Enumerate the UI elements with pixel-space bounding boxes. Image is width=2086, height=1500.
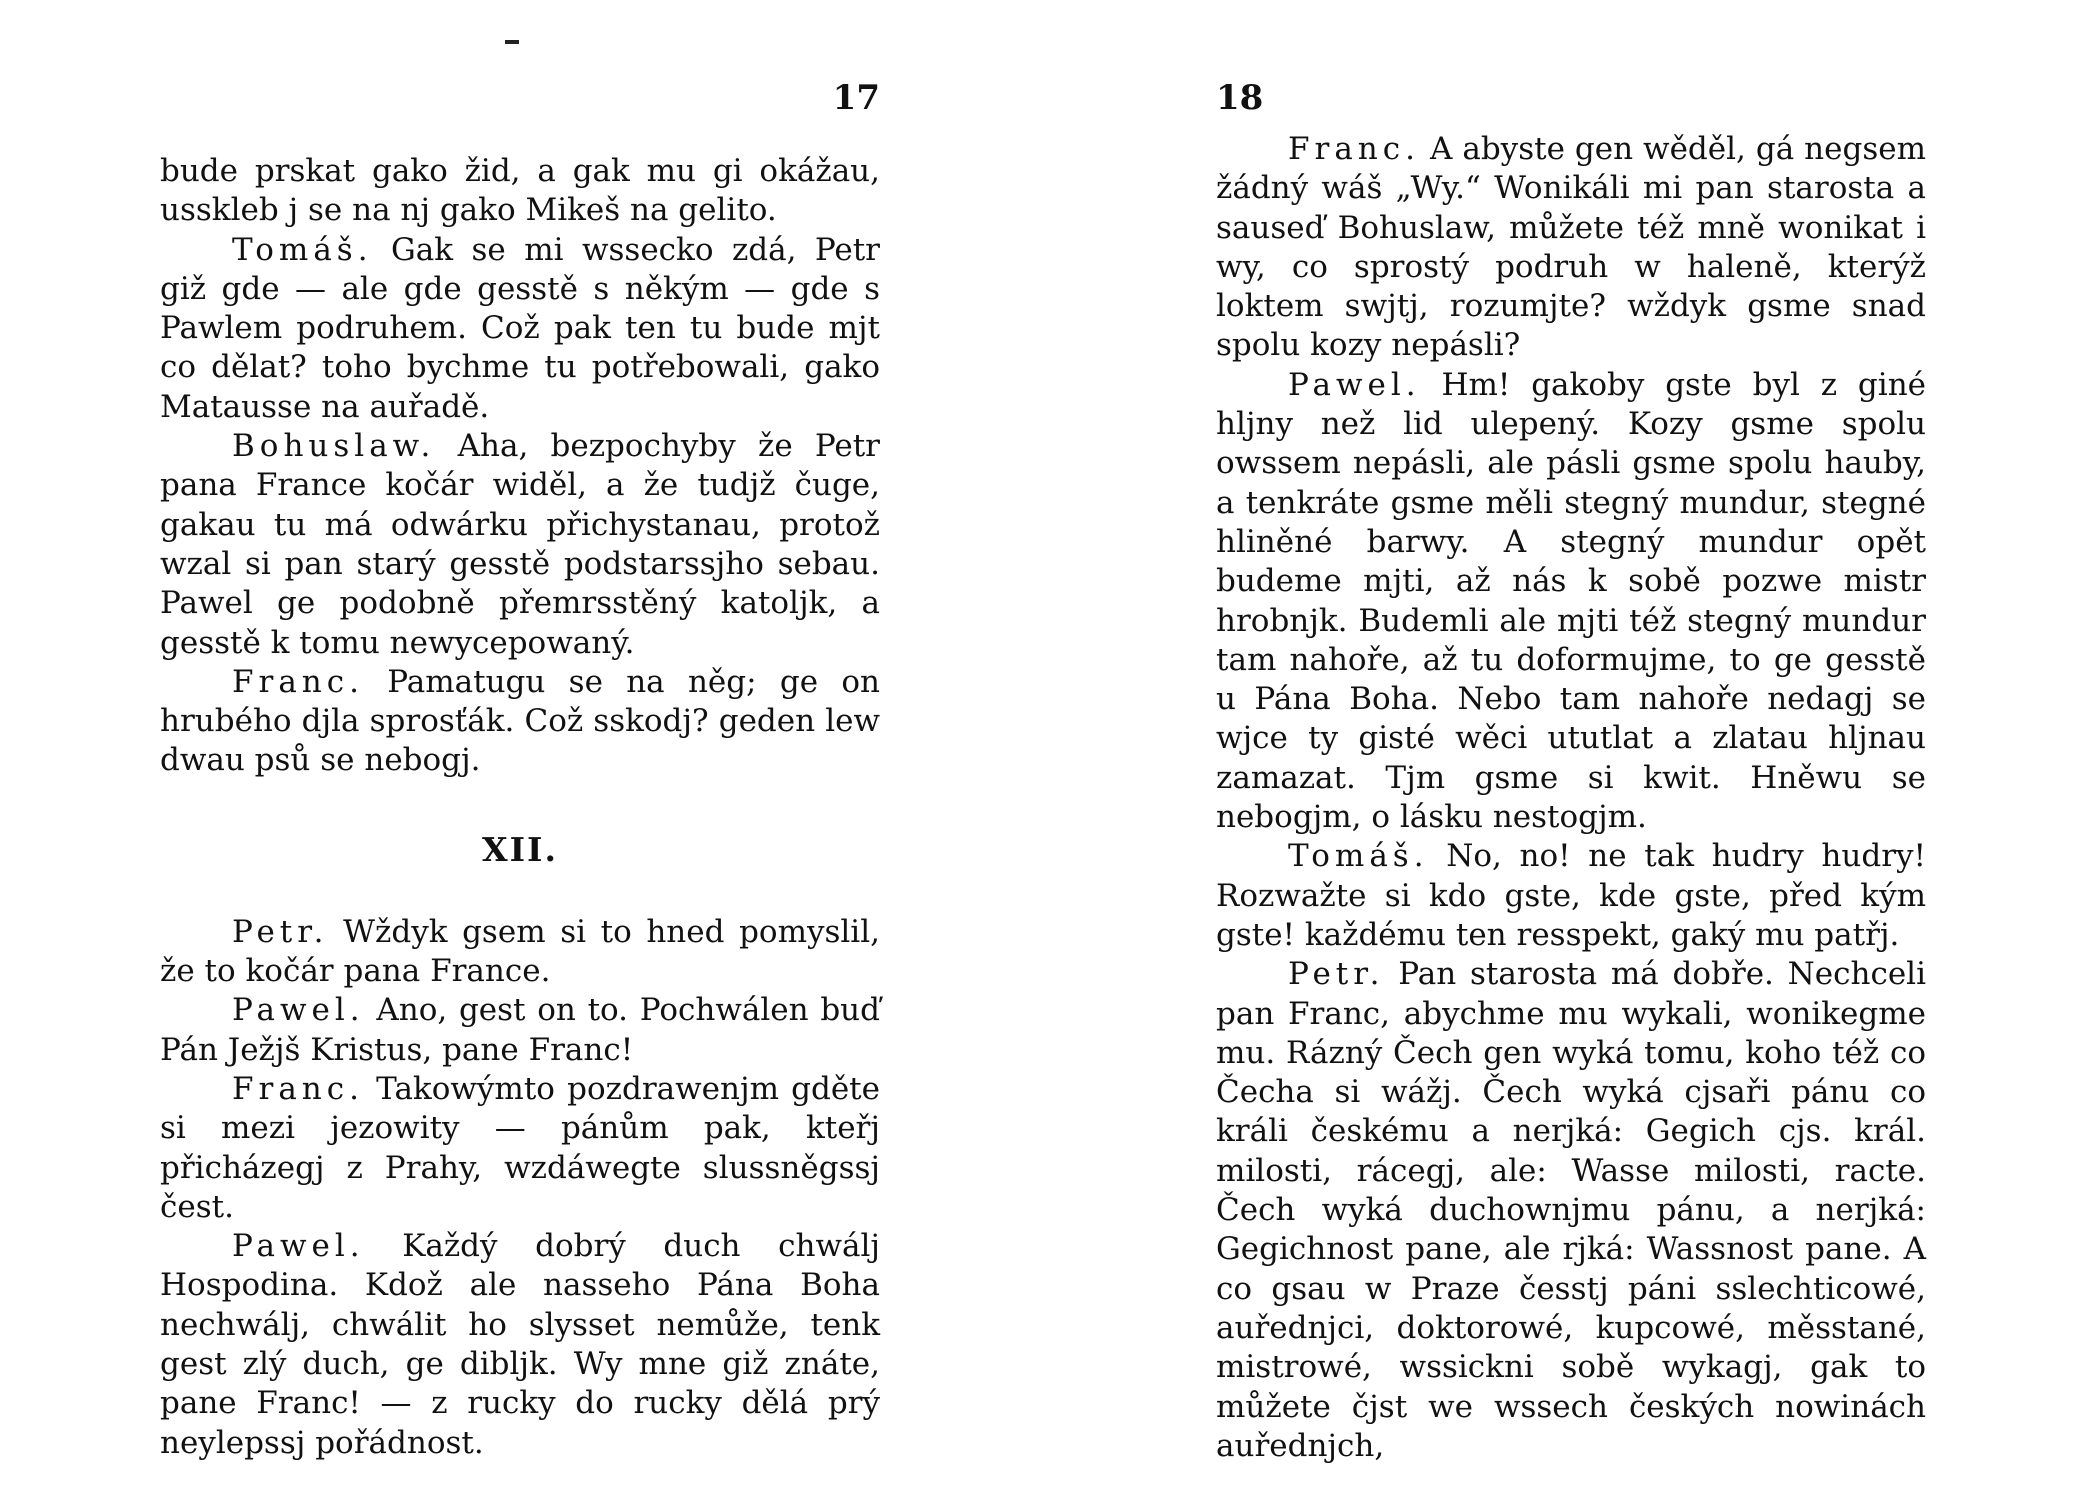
paragraph-text: Každý dobrý duch chwálj Hospodina. Kdož ale nasseho Pána Boha nechwálj, chwálit ho slysset nemůže, tenk gest zlý duch, ge dibljk. Wy mne giž znáte, pane Franc! — z rucky do rucky dělá prý neylepssj pořádnost.: [160, 1228, 880, 1461]
left-page-body: [160, 152, 880, 1463]
paragraph: [160, 1227, 880, 1463]
speaker: Bohuslaw.: [232, 428, 436, 465]
paragraph-text: Wždyk gsem si to hned pomyslil, že to kočár pana France.: [160, 913, 880, 990]
paragraph: [160, 152, 880, 231]
speaker: Tomáš.: [1288, 838, 1429, 875]
speaker: Franc.: [232, 1070, 364, 1107]
page-number-left: 17: [832, 78, 880, 118]
paragraph: [160, 427, 880, 663]
speaker: Pawel.: [232, 992, 365, 1029]
paragraph-text: A abyste gen wěděl, gá negsem žádný wáš „Wy.“ Wonikáli mi pan starosta a sauseď Bohuslaw, můžete též mně wonikat i wy, co sprostý podruh w haleně, kterýž loktem swjtj, rozumjte? wždyk gsme snad spolu kozy nepásli?: [1216, 131, 1926, 364]
speaker: Petr.: [1288, 956, 1385, 993]
paragraph-text: Aha, bezpochyby že Petr pana France kočár widěl, a že tudjž čuge, gakau tu má odwárku přichystanau, protož wzal si pan starý gesstě podstarssjho sebau. Pawel ge podobně přemrsstěný katoljk, a gesstě k tomu newycepowaný.: [160, 428, 880, 661]
paragraph-text: Pamatugu se na něg; ge on hrubého djla sprosťák. Což sskodj? geden lew dwau psů se nebogj.: [160, 663, 880, 779]
paragraph: [160, 231, 880, 427]
speaker: Petr.: [232, 913, 329, 950]
paragraph-text: Hm! gakoby gste byl z giné hljny než lid ulepený. Kozy gsme spolu owssem nepásli, ale pásli gsme spolu hauby, a tenkráte gsme měli stegný mundur, stegné hliněné barwy. A stegný mundur opět budeme mjti, až nás k sobě pozwe mistr hrobnjk. Budemli ale mjti též stegný mundur tam nahoře, až tu doformujme, to ge gesstě u Pána Boha. Nebo tam nahoře nedagj se wjce ty gisté wěci ututlat a zlatau hljnau zamazat. Tjm gsme si kwit. Hněwu se nebogjm, o lásku nestogjm.: [1216, 366, 1926, 836]
speaker: Pawel.: [1288, 366, 1421, 403]
speaker: Pawel.: [232, 1228, 365, 1265]
paragraph: [1216, 955, 1926, 1466]
paragraph: [1216, 130, 1926, 366]
speaker: Franc.: [1288, 131, 1420, 167]
paragraph: [160, 913, 880, 992]
paragraph-text: Ano, gest on to. Pochwálen buď Pán Ježjš Kristus, pane Franc!: [160, 992, 880, 1068]
paragraph: [1216, 837, 1926, 955]
speaker: Franc.: [232, 663, 364, 700]
paragraph-text: Gak se mi wssecko zdá, Petr giž gde — ale gde gesstě s někým — gde s Pawlem podruhem. Což pak ten tu bude mjt co dělat? toho bychme tu potřebowali, gako Matausse na auřadě.: [160, 231, 880, 425]
paragraph-text: Takowýmto pozdrawenjm gděte si mezi jezowity — pánům pak, kteřj přicházegj z Prahy, wzdáwegte slussněgssj čest.: [160, 1070, 880, 1225]
paragraph-text: No, no! ne tak hudry hudry! Rozwažte si kdo gste, kde gste, před kým gste! každému ten resspekt, gaký mu patřj.: [1216, 838, 1926, 953]
section-heading: XII.: [482, 829, 558, 869]
paragraph-text: Pan starosta má dobře. Nechceli pan Franc, abychme mu wykali, wonikegme mu. Rázný Čech gen wyká tomu, koho též co Čecha si wážj. Čech wyká cjsaři pánu co králi českému a nerjká: Gegich cjs. král. milosti, rácegj, ale: Wasse milosti, racte. Čech wyká duchownjmu pánu, a nerjká: Gegichnost pane, ale rjká: Wassnost pane. A co gsau w Praze česstj páni sslechticowé, auřednjci, doktorowé, kupcowé, měsstané, mistrowé, wssickni sobě wykagj, gak to můžete čjst we wssech českých nowinách auřednjch,: [1216, 956, 1926, 1464]
speaker: Tomáš.: [232, 231, 373, 268]
paragraph: [160, 991, 880, 1070]
page-number-right: 18: [1216, 78, 1264, 118]
paragraph-text: bude prskat gako žid, a gak mu gi okážau, usskleb j se na nj gako Mikeš na gelito.: [160, 153, 880, 229]
paragraph: [160, 1070, 880, 1227]
right-page-body: [1216, 130, 1926, 1466]
paragraph: [160, 663, 880, 781]
paragraph: [1216, 366, 1926, 838]
printer-mark: [505, 40, 519, 44]
